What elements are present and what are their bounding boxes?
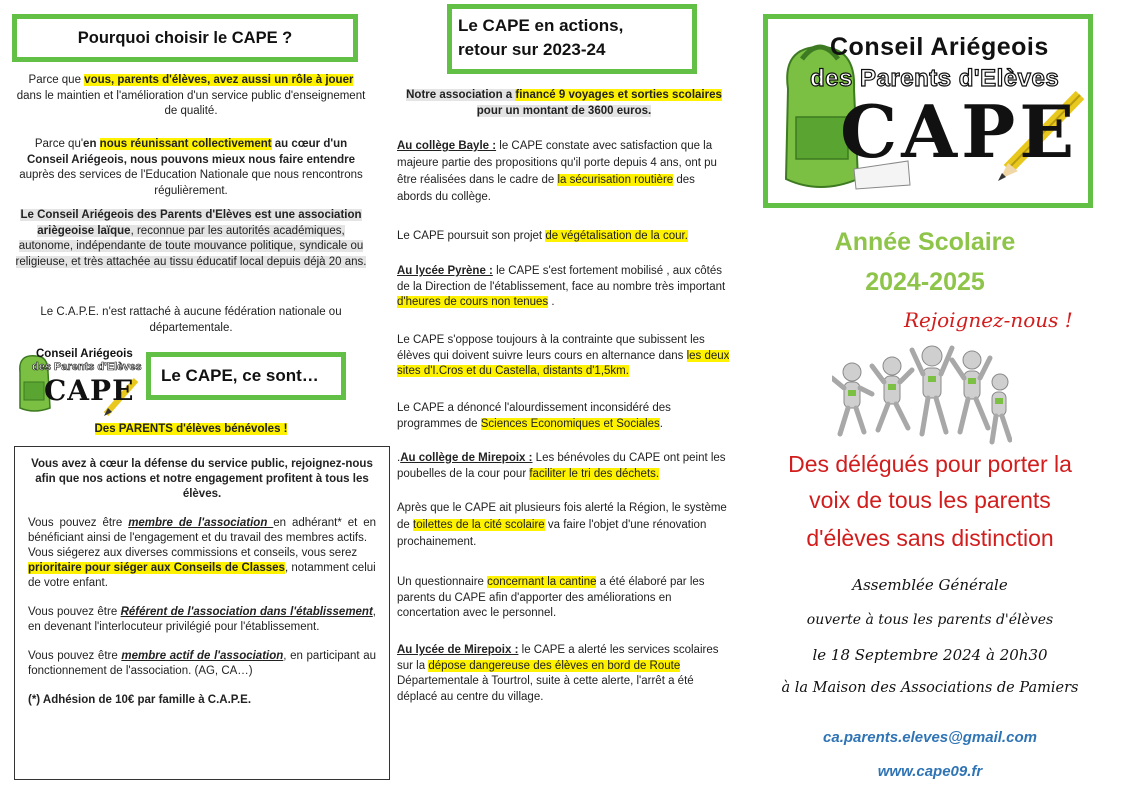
highlight-collective: nous réunissant collectivement [99,138,272,150]
action-mirepoix-college: .Au collège de Mirepoix : Les bénévoles du CAPE ont peint les poubelles de la cour pour faciliter le tri des déchets. [397,452,726,480]
delegates-line2: voix de tous les parents [809,487,1051,513]
action-pyrene: Au lycée Pyrène : le CAPE s'est fortement mobilisé , aux côtés de la Direction de l'établissement, face au nombre très important d'heures de cours non tenues . [397,265,726,308]
action-vegetalisation: Le CAPE poursuit son projet de végétalisation de la cour. [397,230,688,242]
action-alternance: Le CAPE s'oppose toujours à la contrainte que subissent les élèves qui doivent suivre leurs cours en alternance dans les deux sites d'I.Cros et du Castella, distants d'1,5km. [397,334,730,377]
why-paragraph-3: Le Conseil Ariégeois des Parents d'Elèves est une association ariègeoise laïque, reconnue par les autorités académiques, autonome, indépendante de toute mouvance politique, syndicale ou religieuse, et très attachée au tissu éducatif local depuis déjà 20 ans. [15,209,367,268]
people-figures-icon [832,342,1012,448]
small-cape-logo [14,346,142,418]
ag-open: ouverte à tous les parents d'élèves [806,612,1054,628]
highlight-role: vous, parents d'élèves, avez aussi un rôle à jouer [84,74,354,86]
delegates-line3: d'élèves sans distinction [806,525,1054,551]
card-note: (*) Adhésion de 10€ par famille à C.A.P.E. [28,694,252,706]
contact-email[interactable]: ca.parents.eleves@gmail.com [823,729,1037,746]
benevoles-banner: Des PARENTS d'élèves bénévoles ! [94,423,288,435]
action-bayle: Au collège Bayle : le CAPE constate avec satisfaction que la majeure partie des propositions qu'il porte depuis 4 ans, ont pu être réalisées dans le cadre de la sécurisation routière des abords du collège. [397,140,717,203]
delegates-line1: Des délégués pour porter la [788,451,1072,477]
small-logo-line2: des Parents d'Elèves [32,361,142,373]
logo-line2: des Parents d'Elèves [810,65,1060,92]
why-paragraph-4: Le C.A.P.E. n'est rattaché à aucune fédération nationale ou départementale. [40,306,342,334]
school-year-label: Année Scolaire [834,228,1016,256]
action-mirepoix-lycee: Au lycée de Mirepoix : le CAPE a alerté les services scolaires sur la dépose dangereuse des élèves en bord de Route Départementale à Tourtrol, suite à cette alerte, l'arrêt a été déplacé au centre du village. [397,644,719,703]
ce-sont-title: Le CAPE, ce sont… [161,366,319,385]
actions-title-line1: Le CAPE en actions, [458,16,624,35]
action-toilettes: Après que le CAPE ait plusieurs fois alerté la Région, le système de toilettes de la cité scolaire va faire l'objet d'une rénovation prochainement. [397,502,727,548]
join-card [14,446,390,780]
actions-title-line2: retour sur 2023-24 [458,40,606,59]
ag-title: Assemblée Générale [852,576,1008,594]
card-member: Vous pouvez être membre de l'association en adhérant* et en bénéficiant ainsi de l'engagement et du travail des membres actifs. [28,517,377,544]
logo-line1: Conseil Ariégeois [830,33,1049,61]
why-paragraph-1: Parce que vous, parents d'élèves, avez aussi un rôle à jouer dans le maintien et l'amélioration d'un service public d'enseignement de qualité. [16,74,366,117]
why-paragraph-2: Parce qu'en nous réunissant collectivement au cœur d'un Conseil Ariégeois, nous pouvons mieux nous faire entendre auprès des services de l'Education Nationale que nous rencontrons régulièrement. [19,138,363,197]
why-cape-title-box [12,14,358,62]
actions-summary: Notre association a financé 9 voyages et sorties scolaires pour un montant de 3600 euros. [406,89,722,117]
card-intro: Vous avez à cœur la défense du service public, rejoignez-nous afin que nos actions et notre engagement profitent à tous les élèves. [31,458,373,500]
contact-website[interactable]: www.cape09.fr [877,763,983,780]
cape-logo-box [763,14,1093,208]
small-logo-line1: Conseil Ariégeois [36,348,133,360]
school-year-value: 2024-2025 [865,268,985,296]
action-ses: Le CAPE a dénoncé l'alourdissement inconsidéré des programmes de Sciences Economiques et Sociales. [397,402,671,430]
why-cape-title: Pourquoi choisir le CAPE ? [77,29,293,47]
small-logo-word: CAPE [44,374,135,407]
ce-sont-box [146,352,346,400]
card-active: Vous pouvez être membre actif de l'association, en participant au fonctionnement de l'association. (AG, CA…) [28,650,377,677]
actions-title-box [447,4,697,74]
card-priority: Vous siégerez aux diverses commissions et conseils, vous serez prioritaire pour siéger aux Conseils de Classes, notamment celui de votre enfant. [28,547,376,589]
ag-location: à la Maison des Associations de Pamiers [781,680,1079,696]
card-referent: Vous pouvez être Référent de l'association dans l'établissement, en devenant l'interlocuteur privilégié pour l'établissement. [28,606,376,633]
action-cantine: Un questionnaire concernant la cantine a été élaboré par les parents du CAPE afin d'apporter des améliorations en concertation avec le personnel. [397,576,705,619]
logo-word: CAPE [840,89,1079,174]
ag-date: le 18 Septembre 2024 à 20h30 [812,646,1048,664]
join-us-tagline: Rejoignez-nous ! [904,308,1073,332]
